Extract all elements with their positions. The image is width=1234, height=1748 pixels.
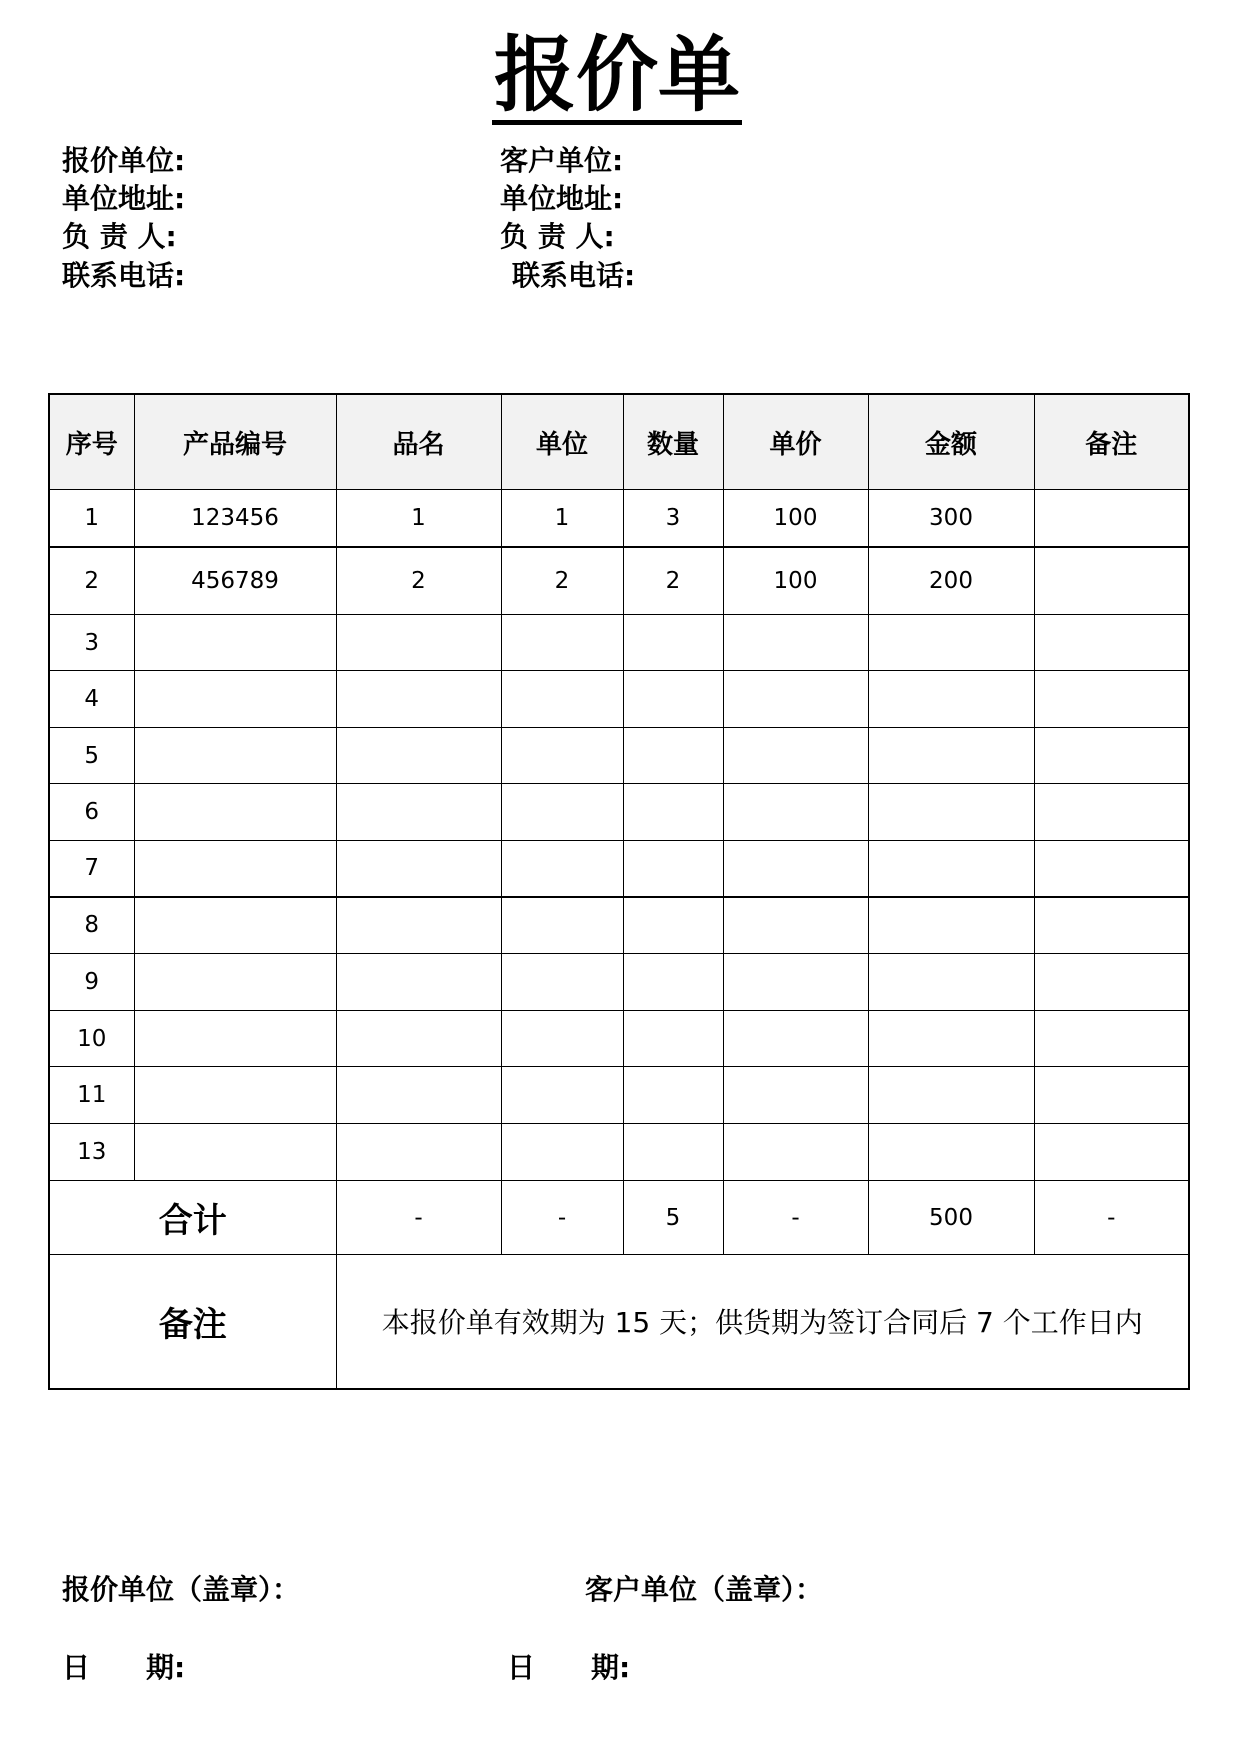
total-quantity: 5 — [623, 1181, 723, 1255]
cell-index: 9 — [49, 954, 134, 1011]
quote-unit-label: 报价单位: — [62, 144, 186, 177]
cell-amount: 300 — [868, 490, 1034, 547]
cell-index: 7 — [49, 841, 134, 897]
header-quantity: 数量 — [623, 394, 723, 490]
cell-product-name — [336, 728, 501, 784]
cell-unit-price — [723, 728, 868, 784]
cell-amount — [868, 897, 1034, 954]
total-row — [49, 1181, 1189, 1255]
remark-text: 本报价单有效期为 15 天；供货期为签订合同后 7 个工作日内 — [336, 1255, 1189, 1389]
cell-remark — [1034, 841, 1189, 897]
cell-unit: 2 — [501, 547, 623, 615]
cell-index: 10 — [49, 1011, 134, 1067]
remark-row — [49, 1255, 1189, 1389]
total-amount: 500 — [868, 1181, 1034, 1255]
cell-product-code — [134, 954, 336, 1011]
cell-amount: 200 — [868, 547, 1034, 615]
client-person-label: 负 责 人: — [500, 220, 615, 253]
cell-remark — [1034, 1067, 1189, 1124]
cell-product-name — [336, 671, 501, 728]
quote-table — [48, 393, 1190, 1390]
cell-unit-price: 100 — [723, 547, 868, 615]
cell-remark — [1034, 615, 1189, 671]
cell-unit — [501, 784, 623, 841]
cell-product-code — [134, 615, 336, 671]
cell-quantity — [623, 841, 723, 897]
cell-unit-price — [723, 1011, 868, 1067]
table-row — [49, 671, 1189, 728]
cell-quantity — [623, 784, 723, 841]
cell-product-name — [336, 1124, 501, 1181]
cell-product-code — [134, 1124, 336, 1181]
cell-unit: 1 — [501, 490, 623, 547]
cell-amount — [868, 841, 1034, 897]
cell-product-name — [336, 954, 501, 1011]
cell-unit — [501, 1124, 623, 1181]
cell-remark — [1034, 1124, 1189, 1181]
quote-date-label: 日 期: — [62, 1651, 186, 1684]
cell-unit-price — [723, 897, 868, 954]
client-address-label: 单位地址: — [500, 182, 624, 215]
table-row — [49, 490, 1189, 547]
cell-remark — [1034, 728, 1189, 784]
cell-amount — [868, 1067, 1034, 1124]
total-remark: - — [1034, 1181, 1189, 1255]
client-phone-label: 联系电话: — [512, 259, 636, 292]
cell-quantity — [623, 1124, 723, 1181]
header-unit-price: 单价 — [723, 394, 868, 490]
header-unit: 单位 — [501, 394, 623, 490]
header-remark: 备注 — [1034, 394, 1189, 490]
cell-remark — [1034, 784, 1189, 841]
cell-remark — [1034, 547, 1189, 615]
cell-unit-price — [723, 1124, 868, 1181]
cell-unit-price — [723, 615, 868, 671]
client-date-label: 日 期: — [507, 1651, 631, 1684]
cell-amount — [868, 671, 1034, 728]
cell-product-name — [336, 897, 501, 954]
cell-unit-price — [723, 671, 868, 728]
table-body — [49, 490, 1189, 1389]
cell-amount — [868, 615, 1034, 671]
cell-remark — [1034, 1011, 1189, 1067]
cell-quantity — [623, 671, 723, 728]
cell-index: 13 — [49, 1124, 134, 1181]
cell-product-name — [336, 841, 501, 897]
cell-unit — [501, 841, 623, 897]
total-unit-price: - — [723, 1181, 868, 1255]
cell-unit — [501, 671, 623, 728]
cell-index: 1 — [49, 490, 134, 547]
cell-product-name — [336, 784, 501, 841]
cell-unit-price — [723, 784, 868, 841]
cell-product-name — [336, 1011, 501, 1067]
cell-quantity — [623, 615, 723, 671]
cell-unit — [501, 954, 623, 1011]
cell-quantity: 2 — [623, 547, 723, 615]
table-row — [49, 728, 1189, 784]
table-header-row — [49, 394, 1189, 490]
total-label: 合计 — [49, 1181, 336, 1255]
cell-unit-price — [723, 841, 868, 897]
table-row — [49, 897, 1189, 954]
cell-unit-price: 100 — [723, 490, 868, 547]
cell-amount — [868, 1011, 1034, 1067]
cell-remark — [1034, 490, 1189, 547]
cell-quantity — [623, 897, 723, 954]
cell-unit — [501, 897, 623, 954]
cell-product-code: 456789 — [134, 547, 336, 615]
header-amount: 金额 — [868, 394, 1034, 490]
cell-index: 3 — [49, 615, 134, 671]
quote-person-label: 负 责 人: — [62, 220, 177, 253]
table-row — [49, 784, 1189, 841]
cell-unit — [501, 615, 623, 671]
cell-product-code — [134, 1067, 336, 1124]
total-unit: - — [501, 1181, 623, 1255]
cell-product-code — [134, 728, 336, 784]
header-index: 序号 — [49, 394, 134, 490]
cell-product-name: 1 — [336, 490, 501, 547]
remark-label: 备注 — [49, 1255, 336, 1389]
document-title — [0, 28, 1234, 125]
cell-remark — [1034, 897, 1189, 954]
cell-quantity: 3 — [623, 490, 723, 547]
cell-unit-price — [723, 1067, 868, 1124]
cell-product-code — [134, 897, 336, 954]
cell-unit — [501, 1011, 623, 1067]
cell-index: 5 — [49, 728, 134, 784]
cell-product-code — [134, 784, 336, 841]
header-product-code: 产品编号 — [134, 394, 336, 490]
cell-product-code — [134, 671, 336, 728]
cell-unit-price — [723, 954, 868, 1011]
cell-product-name — [336, 1067, 501, 1124]
header-product-name: 品名 — [336, 394, 501, 490]
cell-index: 2 — [49, 547, 134, 615]
cell-remark — [1034, 671, 1189, 728]
cell-quantity — [623, 954, 723, 1011]
cell-product-code: 123456 — [134, 490, 336, 547]
cell-amount — [868, 1124, 1034, 1181]
cell-unit — [501, 1067, 623, 1124]
table-row — [49, 615, 1189, 671]
cell-product-name — [336, 615, 501, 671]
cell-product-code — [134, 1011, 336, 1067]
total-product-name: - — [336, 1181, 501, 1255]
cell-quantity — [623, 1011, 723, 1067]
document-title-text: 报价单 — [493, 28, 740, 123]
quote-seal-label: 报价单位（盖章）： — [62, 1573, 301, 1606]
cell-index: 4 — [49, 671, 134, 728]
cell-quantity — [623, 728, 723, 784]
quote-phone-label: 联系电话: — [62, 259, 186, 292]
cell-remark — [1034, 954, 1189, 1011]
cell-amount — [868, 784, 1034, 841]
cell-quantity — [623, 1067, 723, 1124]
cell-index: 6 — [49, 784, 134, 841]
table-row — [49, 1067, 1189, 1124]
cell-product-name: 2 — [336, 547, 501, 615]
cell-unit — [501, 728, 623, 784]
cell-product-code — [134, 841, 336, 897]
table-row — [49, 1011, 1189, 1067]
client-seal-label: 客户单位（盖章）： — [585, 1573, 824, 1606]
client-unit-label: 客户单位: — [500, 144, 624, 177]
quote-address-label: 单位地址: — [62, 182, 186, 215]
cell-amount — [868, 954, 1034, 1011]
table-row — [49, 547, 1189, 615]
cell-amount — [868, 728, 1034, 784]
table-row — [49, 841, 1189, 897]
cell-index: 11 — [49, 1067, 134, 1124]
cell-index: 8 — [49, 897, 134, 954]
table-row — [49, 954, 1189, 1011]
table-row — [49, 1124, 1189, 1181]
